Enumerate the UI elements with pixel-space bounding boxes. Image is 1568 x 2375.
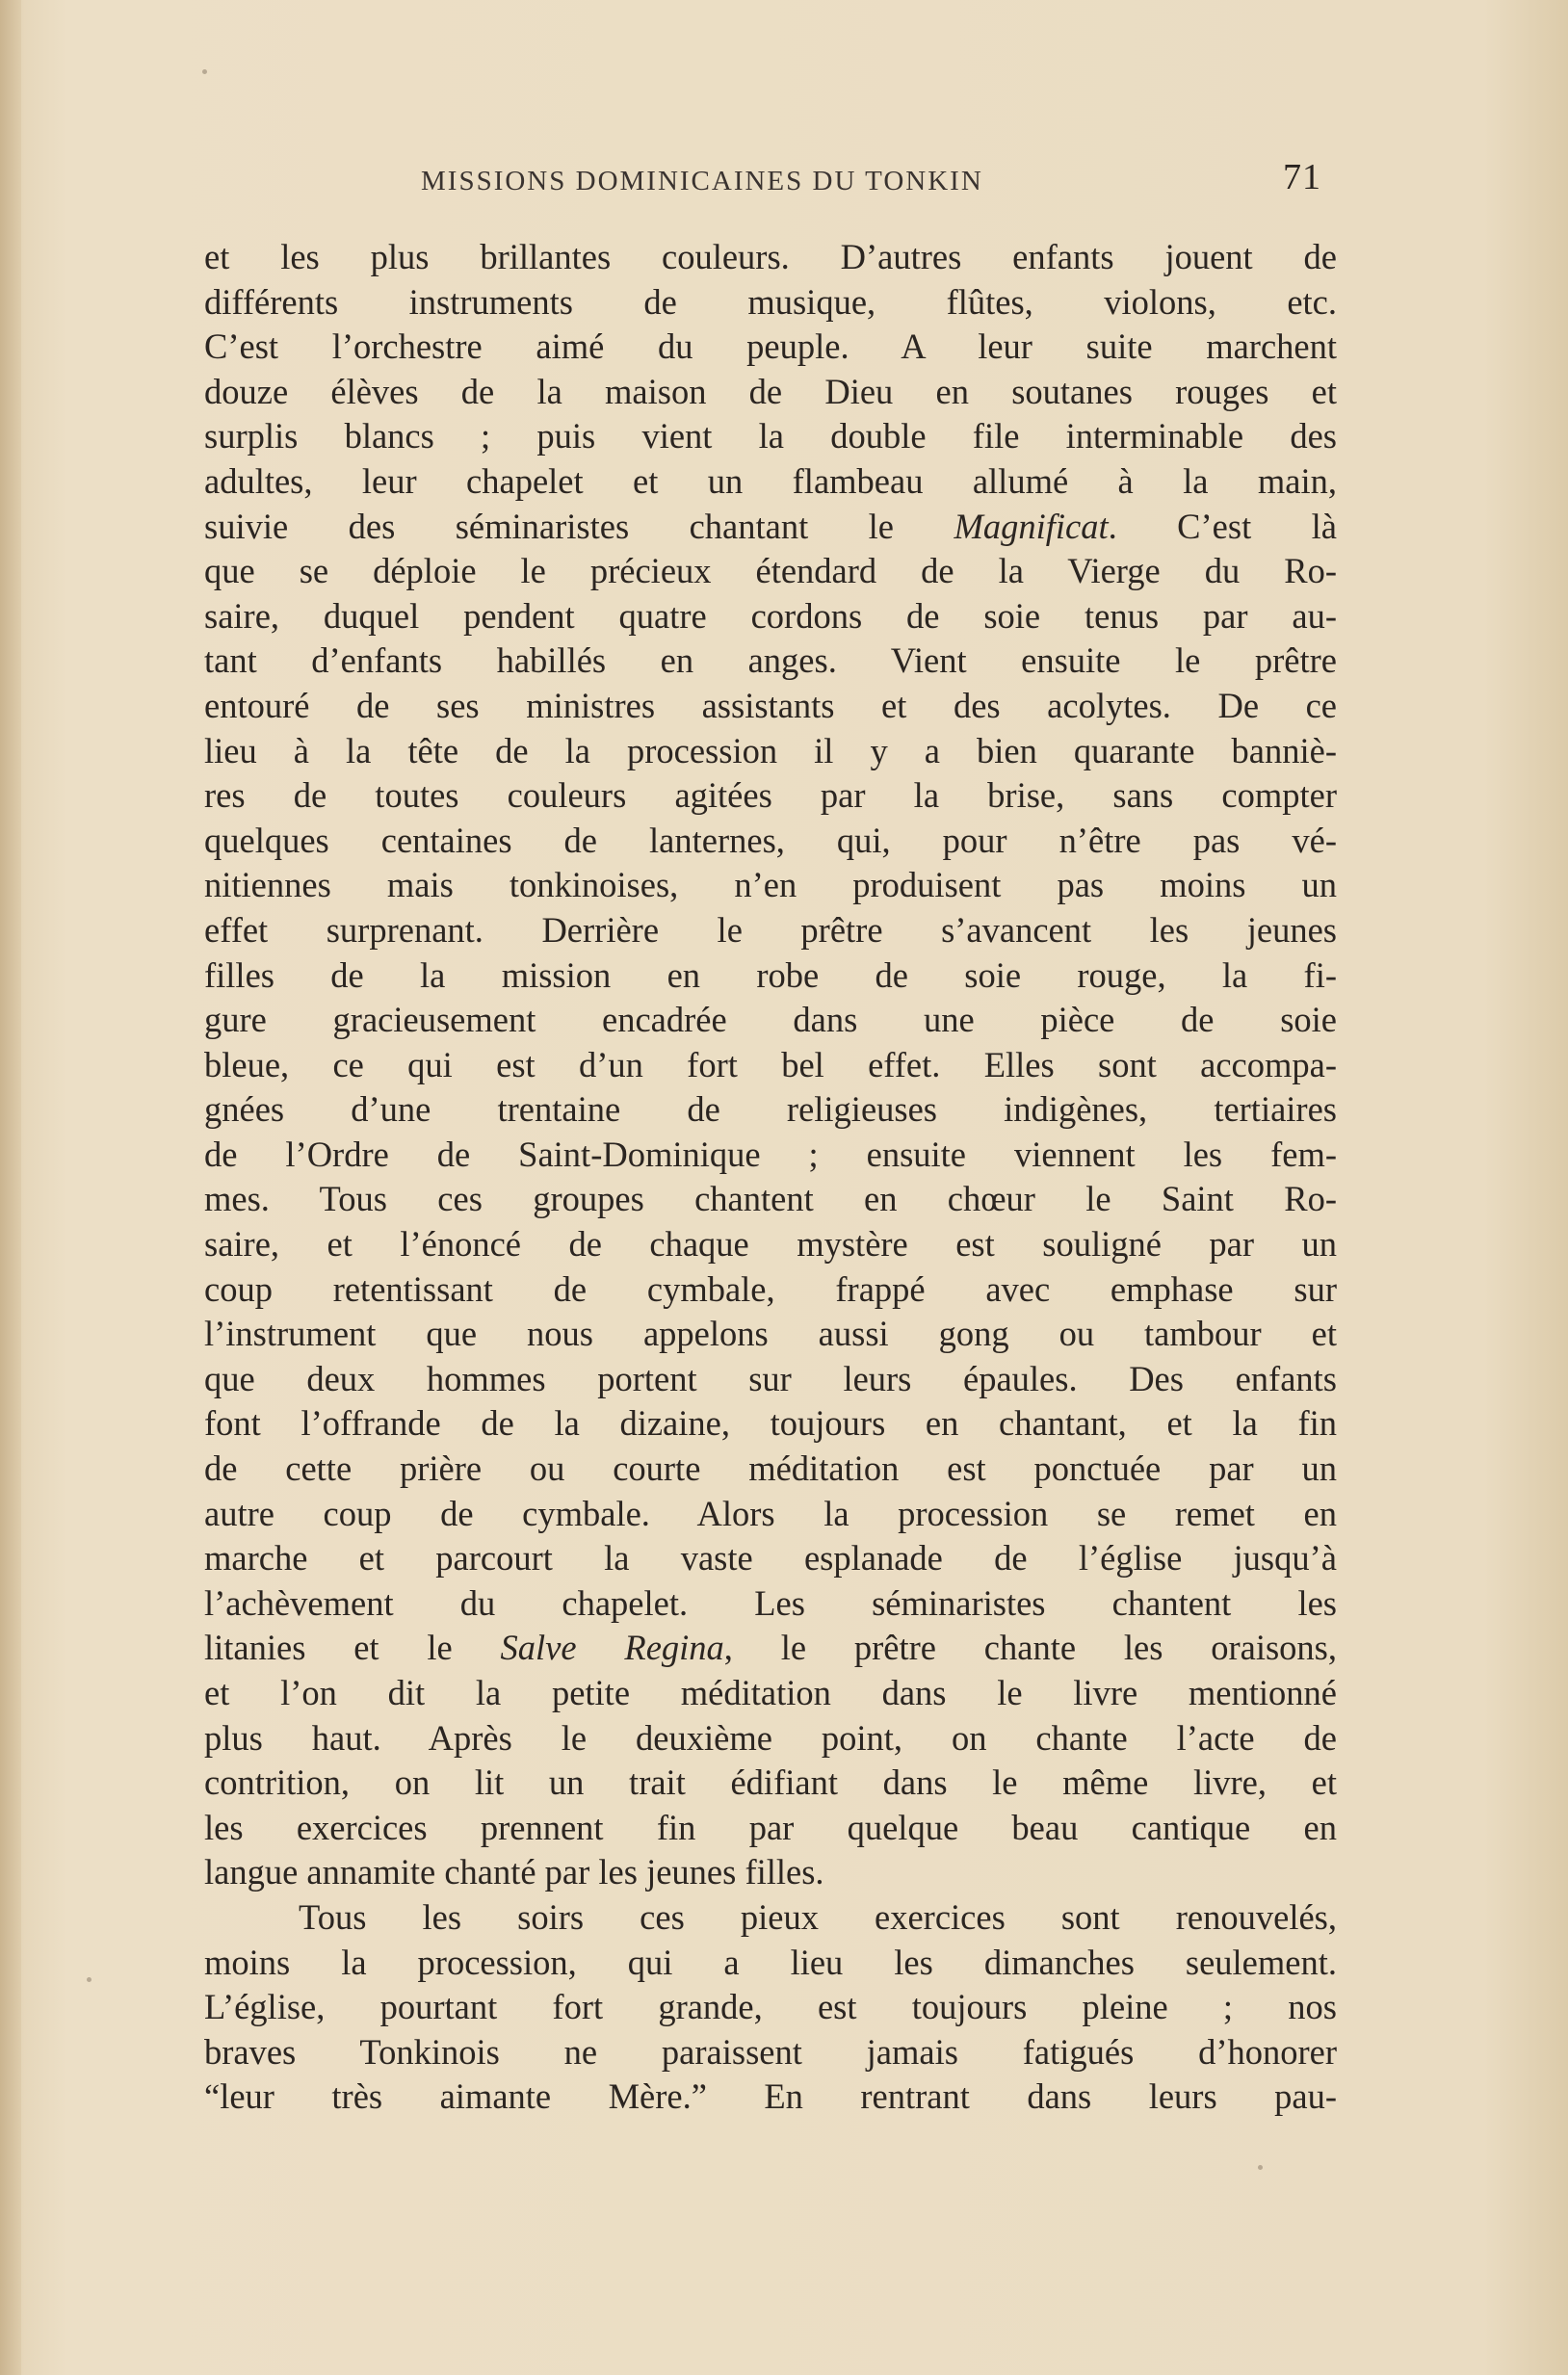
text-line: [204, 1941, 1337, 1986]
text-segment: douze élèves de la maison de Dieu en soutanes rouges et: [204, 371, 1337, 411]
text-segment: res de toutes couleurs agitées par la brise, sans compter: [204, 775, 1337, 816]
text-line: [204, 549, 1337, 594]
text-segment: font l’offrande de la dizaine, toujours en chantant, et la fin: [204, 1403, 1337, 1444]
text-line: [204, 1761, 1337, 1806]
text-segment: de cette prière ou courte méditation est ponctuée par un: [204, 1448, 1337, 1489]
text-segment: mes. Tous ces groupes chantent en chœur le Saint Ro-: [204, 1179, 1337, 1219]
paper-speck: [202, 69, 207, 74]
text-line: [204, 1087, 1337, 1133]
text-segment: différents instruments de musique, flûtes, violons, etc.: [204, 281, 1337, 322]
text-segment: contrition, on lit un trait édifiant dans le même livre, et: [204, 1762, 1337, 1803]
text-line: [204, 953, 1337, 999]
text-line: [204, 1895, 1337, 1941]
text-segment: litanies et le: [204, 1628, 501, 1668]
italic-text: Magnificat: [954, 506, 1109, 546]
text-segment: plus haut. Après le deuxième point, on chante l’acte de: [204, 1717, 1337, 1758]
text-segment: les exercices prennent fin par quelque beau cantique en: [204, 1807, 1337, 1847]
text-segment: suivie des séminaristes chantant le: [204, 506, 954, 546]
text-line: [204, 459, 1337, 505]
text-line: [204, 1401, 1337, 1447]
page-header: [204, 157, 1333, 212]
text-line: [204, 370, 1337, 415]
text-segment: de l’Ordre de Saint-Dominique ; ensuite viennent les fem-: [204, 1134, 1337, 1174]
text-line: [204, 1536, 1337, 1581]
text-segment: nitiennes mais tonkinoises, n’en produisent pas moins un: [204, 865, 1337, 905]
text-segment: entouré de ses ministres assistants et des acolytes. De ce: [204, 685, 1337, 725]
text-segment: coup retentissant de cymbale, frappé avec emphase sur: [204, 1268, 1337, 1309]
text-line: [204, 639, 1337, 684]
italic-text: Salve Regina: [500, 1628, 724, 1668]
text-line: [204, 1447, 1337, 1492]
text-segment: marche et parcourt la vaste esplanade de l’église jusqu’à: [204, 1538, 1337, 1579]
text-segment: braves Tonkinois ne paraissent jamais fatigués d’honorer: [204, 2031, 1337, 2072]
text-line: [204, 1357, 1337, 1402]
text-line: [204, 1850, 1337, 1895]
text-line: [204, 1806, 1337, 1851]
text-line: [204, 908, 1337, 953]
text-line: [204, 2075, 1337, 2120]
text-segment: gure gracieusement encadrée dans une pièce de soie: [204, 1000, 1337, 1040]
text-segment: que deux hommes portent sur leurs épaules. Des enfants: [204, 1358, 1337, 1398]
text-line: [204, 1267, 1337, 1313]
text-segment: quelques centaines de lanternes, qui, pour n’être pas vé-: [204, 820, 1337, 860]
text-line: [204, 235, 1337, 280]
running-title: MISSIONS DOMINICAINES DU TONKIN: [421, 166, 983, 196]
text-segment: filles de la mission en robe de soie rouge, la fi-: [204, 954, 1337, 995]
paper-speck: [1258, 2165, 1263, 2170]
text-line: [204, 1043, 1337, 1088]
text-line: [204, 414, 1337, 459]
text-segment: Tous les soirs ces pieux exercices sont renouvelés,: [299, 1896, 1337, 1937]
body-text: [204, 235, 1337, 2120]
text-line: [204, 729, 1337, 774]
page-edge-shadow: [0, 0, 21, 2375]
text-line: [204, 280, 1337, 326]
text-line: [204, 1716, 1337, 1762]
text-segment: lieu à la tête de la procession il y a bien quarante banniè-: [204, 730, 1337, 770]
text-segment: , le prêtre chante les oraisons,: [723, 1628, 1337, 1668]
text-segment: L’église, pourtant fort grande, est toujours pleine ; nos: [204, 1987, 1337, 2027]
text-segment: que se déploie le précieux étendard de la Vierge du Ro-: [204, 551, 1337, 591]
text-segment: . C’est là: [1108, 506, 1337, 546]
text-line: [204, 1222, 1337, 1267]
text-segment: gnées d’une trentaine de religieuses indigènes, tertiaires: [204, 1089, 1337, 1130]
text-segment: saire, duquel pendent quatre cordons de soie tenus par au-: [204, 595, 1337, 636]
text-segment: et les plus brillantes couleurs. D’autres enfants jouent de: [204, 237, 1337, 276]
text-line: [204, 594, 1337, 639]
text-line: [204, 1626, 1337, 1671]
text-line: [204, 325, 1337, 370]
text-segment: effet surprenant. Derrière le prêtre s’avancent les jeunes: [204, 909, 1337, 950]
text-line: [204, 863, 1337, 908]
text-line: [204, 2030, 1337, 2075]
page-number: 71: [1283, 157, 1321, 197]
text-line: [204, 1133, 1337, 1178]
text-segment: langue annamite chanté par les jeunes filles.: [204, 1852, 824, 1892]
text-segment: l’achèvement du chapelet. Les séminaristes chantent les: [204, 1582, 1337, 1623]
text-segment: adultes, leur chapelet et un flambeau allumé à la main,: [204, 460, 1337, 501]
text-segment: “leur très aimante Mère.” En rentrant dans leurs pau-: [204, 2076, 1337, 2117]
text-line: [204, 1312, 1337, 1357]
text-segment: saire, et l’énoncé de chaque mystère est souligné par un: [204, 1224, 1337, 1265]
text-segment: bleue, ce qui est d’un fort bel effet. Elles sont accompa-: [204, 1044, 1337, 1084]
text-line: [204, 1581, 1337, 1627]
text-line: [204, 773, 1337, 819]
text-segment: et l’on dit la petite méditation dans le livre mentionné: [204, 1673, 1337, 1712]
text-segment: C’est l’orchestre aimé du peuple. A leur suite marchent: [204, 326, 1337, 367]
text-segment: moins la procession, qui a lieu les dimanches seulement.: [204, 1942, 1337, 1982]
text-segment: l’instrument que nous appelons aussi gong ou tambour et: [204, 1314, 1337, 1354]
text-line: [204, 1492, 1337, 1537]
text-line: [204, 1177, 1337, 1222]
text-line: [204, 1985, 1337, 2030]
text-segment: tant d’enfants habillés en anges. Vient ensuite le prêtre: [204, 640, 1337, 681]
text-line: [204, 505, 1337, 550]
text-segment: surplis blancs ; puis vient la double file interminable des: [204, 416, 1337, 457]
text-line: [204, 684, 1337, 729]
text-segment: autre coup de cymbale. Alors la procession se remet en: [204, 1493, 1337, 1533]
text-line: [204, 819, 1337, 864]
text-line: [204, 998, 1337, 1043]
paper-speck: [87, 1977, 91, 1982]
text-line: [204, 1671, 1337, 1716]
